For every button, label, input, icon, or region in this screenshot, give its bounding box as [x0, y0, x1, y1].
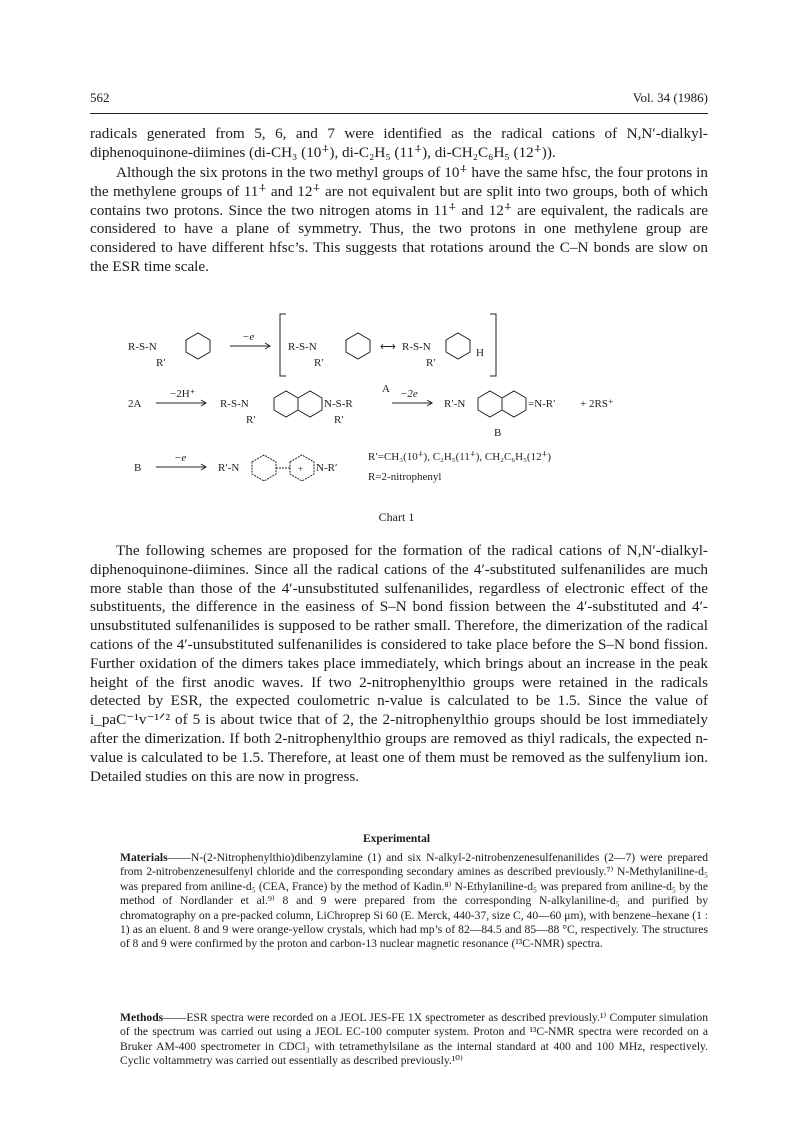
- ring-3: [446, 333, 470, 359]
- paragraph-continuation: [90, 125, 708, 163]
- methods-text-block: [120, 1011, 708, 1069]
- rsn-left: R-S-N: [128, 341, 157, 353]
- chart-caption: Chart 1: [378, 510, 415, 524]
- ring-plus: +: [298, 464, 304, 474]
- c-right: N-R′: [316, 462, 338, 474]
- methods-paragraph: [120, 1011, 708, 1069]
- ring-5: [298, 391, 322, 417]
- bracket-right: [490, 314, 496, 376]
- materials-text: ——N-(2-Nitrophenylthio)dibenzylamine (1) and six N-alkyl-2-nitrobenzenesulfenanilides (2—7) were prepared from 2-nitrobenzenesulfenyl chloride and the corresponding secondary amines as described previously.⁷⁾ N-Methylaniline-d₅ was prepared from aniline-d₅ (CEA, France) by the method of Kadin.⁸⁾ N-Ethylaniline-d₅ was prepared from aniline-d₅ by the method of Nordlander et al.⁹⁾ 8 and 9 were prepared from the corresponding N-alkylaniline-d₅ and purified by chromatography on a pre-packed column, LiChroprep Si 60 (E. Merck, 440-37, size C, 40—60 μm), with benzene–hexane (1 : 1) as an eluent. 8 and 9 were orange-yellow crystals, which had mp’s of 82—84.5 and 85—88 °C, respectively. The structures of 8 and 9 were confirmed by the proton and carbon-13 nuclear magnetic resonance (¹³C-NMR) spectra.: [120, 851, 708, 951]
- two-a: 2A: [128, 398, 142, 410]
- h-label: H: [476, 347, 484, 359]
- minus-2e: −2e: [400, 388, 418, 400]
- page-number: 562: [90, 90, 110, 105]
- ring-1: [186, 333, 210, 359]
- bracket-left: [280, 314, 286, 376]
- plus-rs: + 2RS⁺: [580, 398, 614, 410]
- minus-2h: −2H⁺: [170, 388, 196, 400]
- materials-paragraph: [120, 851, 708, 952]
- paragraph-schemes: [90, 542, 708, 786]
- ring-4: [274, 391, 298, 417]
- label-a: A: [382, 383, 390, 395]
- minus-e-2: −e: [174, 452, 187, 464]
- rprime-defs: R′=CH₃(10⁺̇), C₂H₅(11⁺̇), CH₂C₆H₅(12⁺̇): [368, 451, 552, 463]
- dimer-left: R-S-N: [220, 398, 249, 410]
- materials-lead: Materials: [120, 851, 168, 864]
- section-title-experimental: Experimental: [362, 833, 431, 845]
- resonance-arrow: ⟷: [380, 341, 396, 353]
- label-b: B: [494, 427, 502, 439]
- c-left: R′-N: [218, 462, 240, 474]
- b-right: =N-R′: [528, 398, 556, 410]
- materials-text-block: [120, 851, 708, 952]
- methods-text: ——ESR spectra were recorded on a JEOL JES-FE 1X spectrometer as described previously.¹⁾ Computer simulation of the spectrum was carried out using a JEOL EC-100 computer system. Proton and ¹³C-NMR spectra were recorded on a Bruker AM-400 spectrometer in CDCl₃ with tetramethylsilane as the internal standard at 400 and 100 MHz, respectively. Cyclic voltammetry was carried out essentially as described previously.¹⁰⁾: [120, 1011, 708, 1068]
- paragraph-3-text: The following schemes are proposed for the formation of the radical cations of N,N′-dialkyl-diphenoquinone-diimines. Since all the radical cations of the 4′-substituted sulfenanilides are much more stable than those of the 4′-unsubstituted sulfenanilides, regardless of electronic effect of the substituents, the difference in the easiness of S–N bond fission between the 4′-substituted and 4′-unsubstituted sulfenanilides is supposed to be rather small. Therefore, the dimerization of the radical cations of the 4′-unsubstituted sulfenanilides is considered to take place before the S–N bond fission. Further oxidation of the dimers takes place immediately, which brings about an increase in the peak height of the first anodic waves. If two 2-nitrophenylthio groups were retained in the radicals detected by ESR, the expected coulometric n-value is calculated to be 1.5. Since the value of i_paC⁻¹v⁻¹ᐟ² of 5 is about twice that of 2, the 2-nitrophenylthio groups should be lost immediately after the dimerization. If both 2-nitrophenylthio groups are removed as thiyl radicals, the expected n-value is calculated to be 1.5. Therefore, at least one of them must be removed as the sulfenylium ion. Detailed studies on this are now in progress.: [90, 542, 708, 785]
- r-prime-4: R′: [246, 414, 256, 426]
- b-left: R′-N: [444, 398, 466, 410]
- r-prime-2: R′: [314, 357, 324, 369]
- ring-2: [346, 333, 370, 359]
- reaction-scheme-svg: [120, 300, 680, 500]
- r-prime-5: R′: [334, 414, 344, 426]
- b-start: B: [134, 462, 142, 474]
- r-prime-1: R′: [156, 357, 166, 369]
- volume-label: Vol. 34 (1986): [632, 90, 708, 105]
- ring-6: [478, 391, 502, 417]
- bracket-right-group: R-S-N: [402, 341, 431, 353]
- ring-8: [252, 455, 276, 481]
- paragraph-2-text: Although the six protons in the two methyl groups of 10⁺̇ have the same hfsc, the four protons in the methylene groups of 11⁺̇ and 12⁺̇ are not equivalent but are split into two groups, both of which contains two protons. Since the two nitrogen atoms in 11⁺̇ and 12⁺̇ are equivalent, the radicals are considered to have a plane of symmetry. Thus, the two protons in one methylene group are considered to have different hfsc’s. This suggests that rotations around the C–N bonds are slow on the ESR time scale.: [90, 164, 708, 275]
- minus-e-label: −e: [242, 331, 255, 343]
- methods-lead: Methods: [120, 1011, 164, 1024]
- r-def: R=2-nitrophenyl: [368, 471, 442, 483]
- chart-1-scheme: [120, 300, 680, 500]
- bracket-left-group: R-S-N: [288, 341, 317, 353]
- ring-7: [502, 391, 526, 417]
- r-prime-3: R′: [426, 357, 436, 369]
- dimer-right: N-S-R: [324, 398, 353, 410]
- paragraph-hfsc: [90, 164, 708, 277]
- paragraph-1-text: radicals generated from 5, 6, and 7 were identified as the radical cations of N,N′-dialkyl-diphenoquinone-diimines (di-CH₃ (10⁺̇), di-C₂H₅ (11⁺̇), di-CH₂C₆H₅ (12⁺̇)).: [90, 125, 708, 161]
- header-rule: [90, 113, 708, 114]
- running-header: [90, 90, 708, 108]
